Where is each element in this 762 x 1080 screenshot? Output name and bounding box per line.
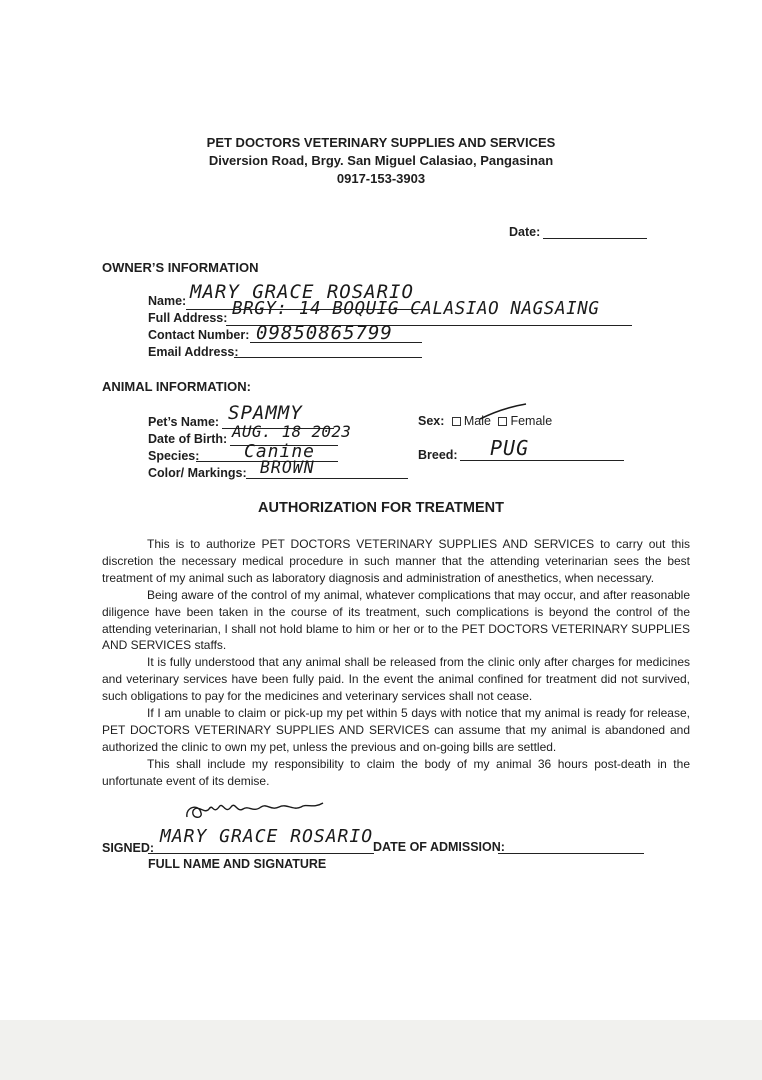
authorization-body — [102, 536, 690, 790]
authorization-paragraph: If I am unable to claim or pick-up my pet within 5 days with notice that my animal is ready for release, PET DOCTORS VETERINARY SUPPLIES AND SERVICES can assume that my animal is abandoned and authorized the clinic to own my pet, unless the previous and on-going bills are settled. — [102, 706, 690, 754]
contact-number-label: Contact Number: — [148, 328, 250, 342]
handwritten-signature — [183, 793, 333, 823]
breed-value[interactable]: PUG — [490, 436, 530, 460]
signed-label: SIGNED: — [102, 841, 155, 855]
female-option-label: Female — [510, 414, 553, 428]
owner-name-label: Name: — [148, 294, 187, 308]
color-markings-label: Color/ Markings: — [148, 466, 247, 480]
email-field[interactable] — [234, 357, 422, 358]
breed-label: Breed: — [418, 448, 458, 462]
date-field[interactable] — [543, 238, 647, 239]
owner-address-label: Full Address: — [148, 311, 228, 325]
species-value[interactable]: Canine — [244, 441, 316, 462]
female-check-mark — [478, 401, 538, 421]
scan-margin — [0, 1020, 762, 1080]
pet-name-value[interactable]: SPAMMY — [228, 402, 303, 424]
authorization-paragraph: Being aware of the control of my animal, whatever complications that may occur, and after reasonable diligence have been taken in the course of its treatment, such complications is beyond the control of the attending veterinarian, I shall not hold blame to him or her or to the PET DOCTORS VETERINARY SUPPLIES AND SERVICES staffs. — [102, 587, 690, 653]
contact-number-value[interactable]: 09850865799 — [256, 322, 393, 344]
authorization-paragraph: It is fully understood that any animal shall be released from the clinic only after charges for medicines and veterinary services have been fully paid. In the event the animal confined for treatment did not survived, such obligations to pay for the medicines and veterinary services shall not cease. — [102, 655, 690, 704]
dob-value[interactable]: AUG. 18 2023 — [232, 422, 352, 441]
male-option-label: Male — [463, 414, 491, 428]
date-label: Date: — [509, 225, 541, 239]
color-markings-value[interactable]: BROWN — [260, 458, 315, 477]
species-label: Species: — [148, 449, 200, 463]
authorization-paragraph: This shall include my responsibility to claim the body of my animal 36 hours post-death in the unfortunate event of its demise. — [102, 756, 690, 788]
breed-line — [460, 460, 624, 461]
owner-address-value[interactable]: BRGY: 14 BOQUIG CALASIAO NAGSAING — [232, 299, 600, 319]
owner-name-value[interactable]: MARY GRACE ROSARIO — [190, 281, 414, 303]
clinic-phone: 0917-153-3903 — [336, 171, 426, 186]
signed-name-value[interactable]: MARY GRACE ROSARIO — [160, 826, 374, 847]
signature-line — [148, 853, 374, 854]
full-name-signature-label: FULL NAME AND SIGNATURE — [148, 857, 327, 871]
color-markings-line — [246, 478, 408, 479]
sex-label: Sex: — [418, 414, 445, 428]
admission-date-label: DATE OF ADMISSION: — [373, 840, 505, 854]
animal-section-title: ANIMAL INFORMATION: — [102, 379, 251, 394]
email-label: Email Address: — [148, 345, 239, 359]
pet-name-label: Pet’s Name: — [148, 415, 220, 429]
clinic-header — [0, 134, 762, 188]
male-checkbox[interactable] — [452, 417, 461, 426]
clinic-address: Diversion Road, Brgy. San Miguel Calasiao, Pangasinan — [208, 153, 554, 168]
admission-date-field[interactable] — [498, 853, 644, 854]
owner-section-title: OWNER’S INFORMATION — [102, 260, 259, 275]
authorization-title: AUTHORIZATION FOR TREATMENT — [258, 500, 504, 516]
authorization-paragraph: This is to authorize PET DOCTORS VETERINARY SUPPLIES AND SERVICES to carry out this discretion the necessary medical procedure in such manner that the attending veterinarian sees the best treatment of my animal such as laboratory diagnosis and administration of anesthetics, when necessary. — [102, 537, 690, 585]
dob-label: Date of Birth: — [148, 432, 228, 446]
clinic-name: PET DOCTORS VETERINARY SUPPLIES AND SERVICES — [206, 135, 556, 150]
